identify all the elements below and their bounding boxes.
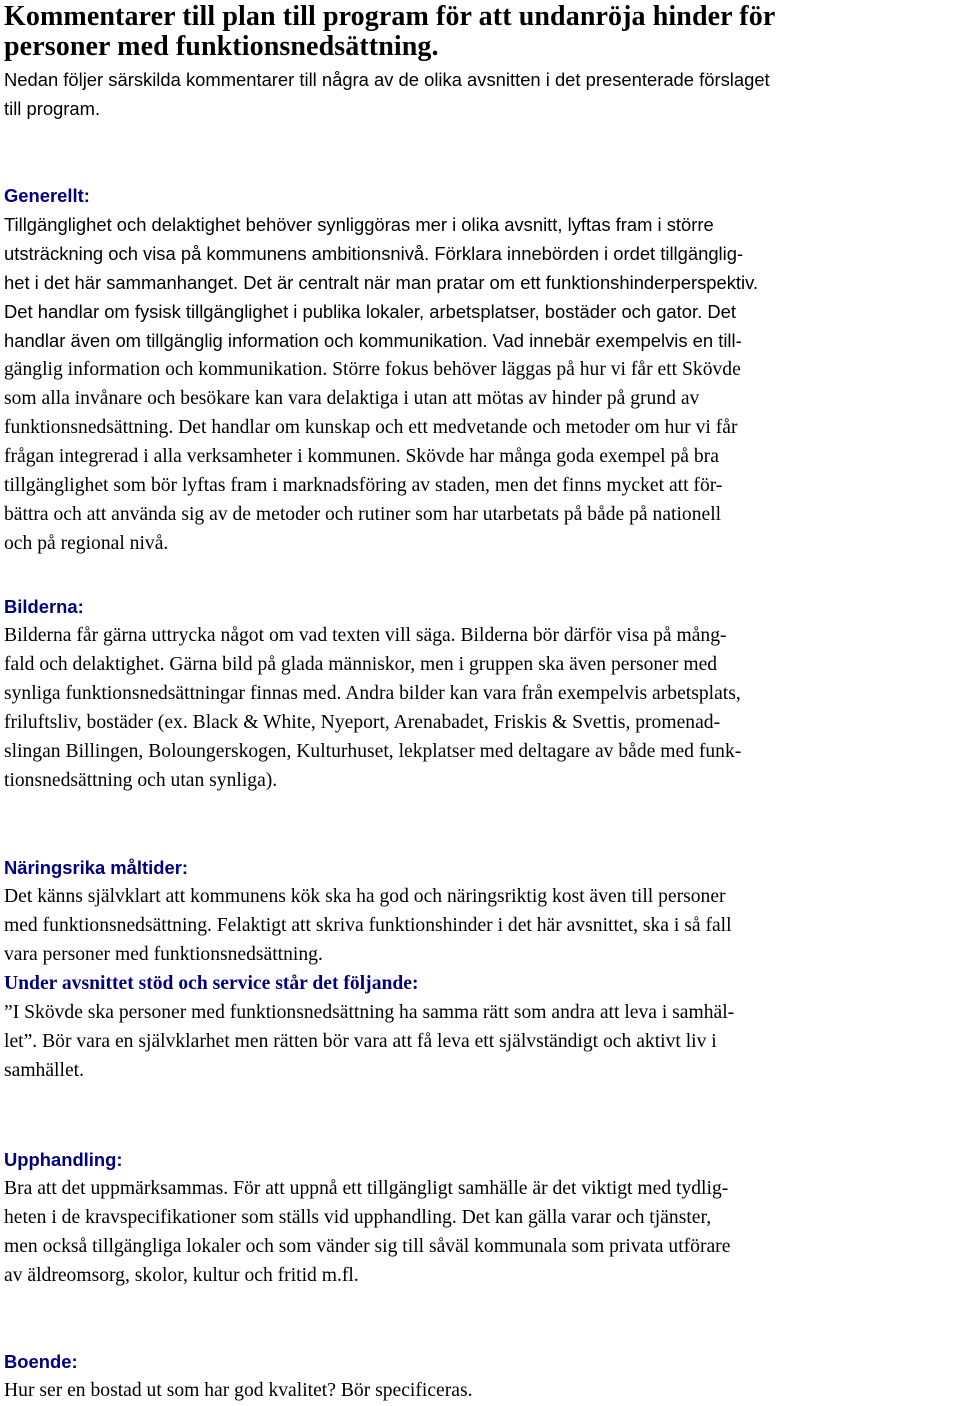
intro-line: Nedan följer särskilda kommentarer till några av de olika avsnitten i det presenterade förslaget (4, 69, 770, 90)
paragraph-line: tillgänglighet som bör lyftas fram i marknadsföring av staden, men det finns mycket att för- (4, 475, 723, 496)
document-page (4, 0, 956, 1401)
paragraph-line: synliga funktionsnedsättningar finnas med. Andra bilder kan vara från exempelvis arbetsplats, (4, 683, 741, 704)
paragraph-line: funktionsnedsättning. Det handlar om kunskap och ett medvetande och metoder om hur vi får (4, 417, 738, 438)
paragraph-line: Tillgänglighet och delaktighet behöver synliggöras mer i olika avsnitt, lyftas fram i större (4, 214, 714, 235)
section-naringsrika-maltider (4, 853, 956, 969)
intro-paragraph (4, 65, 956, 123)
paragraph-line: heten i de kravspecifikationer som ställs vid upphandling. Det kan gälla varar och tjänster, (4, 1207, 712, 1228)
paragraph-line: handlar även om tillgänglig information och kommunikation. Vad innebär exempelvis en till- (4, 330, 742, 351)
section-heading: Boende: (4, 1351, 78, 1372)
title-line: personer med funktionsnedsättning. (4, 30, 439, 62)
paragraph-line: av äldreomsorg, skolor, kultur och fritid m.fl. (4, 1265, 359, 1286)
paragraph-line: Det känns självklart att kommunens kök ska ha god och näringsriktig kost även till personer (4, 886, 726, 907)
paragraph-line: Bra att det uppmärksammas. För att uppnå ett tillgängligt samhälle är det viktigt med tydlig- (4, 1178, 729, 1199)
paragraph-line: bättra och att använda sig av de metoder och rutiner som har utarbetats på både på nationell (4, 504, 722, 525)
paragraph-line: med funktionsnedsättning. Felaktigt att skriva funktionshinder i det här avsnittet, ska i så fall (4, 915, 732, 936)
paragraph-line: let”. Bör vara en självklarhet men rätten bör vara att få leva ett självständigt och aktivt liv i (4, 1031, 717, 1052)
paragraph-line: som alla invånare och besökare kan vara delaktiga i utan att mötas av hinder på grund av (4, 388, 700, 409)
title-line: Kommentarer till plan till program för att undanröja hinder för (4, 1, 776, 32)
paragraph-line: ”I Skövde ska personer med funktionsnedsättning ha samma rätt som andra att leva i samhäl- (4, 1002, 735, 1023)
section-heading: Näringsrika måltider: (4, 857, 188, 878)
paragraph-line: samhället. (4, 1060, 84, 1081)
section-upphandling (4, 1145, 956, 1290)
section-heading: Bilderna: (4, 596, 84, 617)
paragraph-line: vara personer med funktionsnedsättning. (4, 944, 323, 965)
paragraph-line: frågan integrerad i alla verksamheter i kommunen. Skövde har många goda exempel på bra (4, 446, 719, 467)
paragraph-line: fald och delaktighet. Gärna bild på glada människor, men i gruppen ska även personer med (4, 654, 718, 675)
intro-line: till program. (4, 98, 101, 119)
paragraph-line: het i det här sammanhanget. Det är centralt när man pratar om ett funktionshinderperspektiv. (4, 272, 759, 293)
paragraph-line: slingan Billingen, Boloungerskogen, Kulturhuset, lekplatser med deltagare av både med funk- (4, 741, 742, 762)
paragraph-line: gänglig information och kommunikation. Större fokus behöver läggas på hur vi får ett Skövde (4, 359, 741, 380)
section-generellt (4, 181, 956, 558)
section-heading: Under avsnittet stöd och service står det följande: (4, 973, 419, 994)
document-title (4, 0, 956, 61)
paragraph-line: men också tillgängliga lokaler och som vänder sig till såväl kommunala som privata utförare (4, 1236, 731, 1257)
paragraph-line: friluftsliv, bostäder (ex. Black & White, Nyeport, Arenabadet, Friskis & Svettis, promenad- (4, 712, 721, 733)
paragraph-line: Bilderna får gärna uttrycka något om vad texten vill säga. Bilderna bör därför visa på mång- (4, 625, 727, 646)
section-heading: Upphandling: (4, 1149, 123, 1170)
paragraph-line: utsträckning och visa på kommunens ambitionsnivå. Förklara innebörden i ordet tillgänglig- (4, 243, 744, 264)
section-stod-och-service (4, 969, 956, 1085)
paragraph-line: Hur ser en bostad ut som har god kvalitet? Bör specificeras. (4, 1380, 473, 1401)
section-bilderna (4, 592, 956, 795)
paragraph-line: Det handlar om fysisk tillgänglighet i publika lokaler, arbetsplatser, bostäder och gator. Det (4, 301, 736, 322)
section-heading: Generellt: (4, 185, 90, 206)
paragraph-line: och på regional nivå. (4, 533, 169, 554)
paragraph-line: tionsnedsättning och utan synliga). (4, 770, 278, 791)
section-boende (4, 1347, 956, 1405)
